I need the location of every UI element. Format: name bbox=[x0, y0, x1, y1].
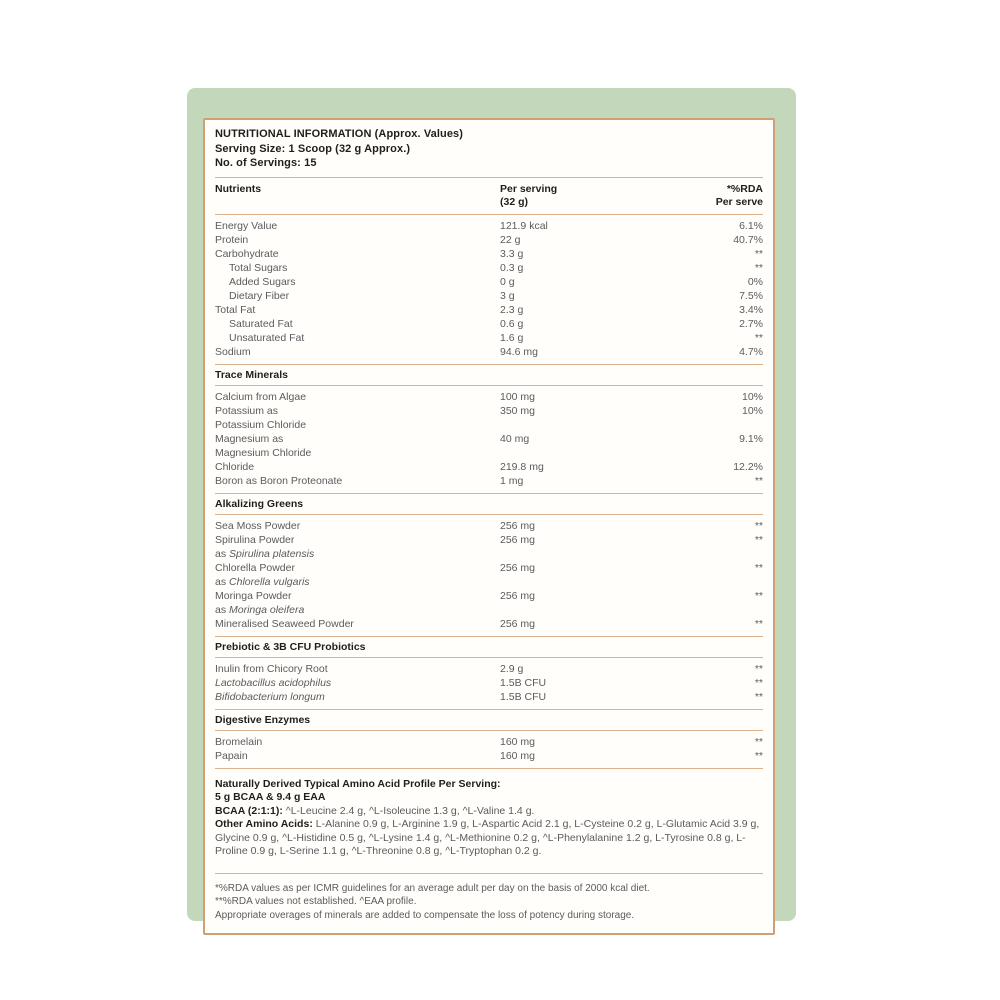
row-label-cell bbox=[215, 460, 500, 474]
row-value: 256 mg bbox=[500, 533, 536, 546]
footnotes bbox=[215, 873, 763, 934]
row-label-species: Chlorella vulgaris bbox=[229, 575, 310, 588]
nutrition-facts-panel bbox=[203, 118, 775, 935]
column-per-serving bbox=[500, 183, 683, 210]
row-value: 2.3 g bbox=[500, 303, 524, 316]
row-rda: 12.2% bbox=[733, 460, 763, 473]
row-label: Total Fat bbox=[215, 303, 256, 316]
row-value: 1 mg bbox=[500, 474, 524, 487]
row-value bbox=[500, 575, 683, 589]
row-value bbox=[500, 547, 683, 561]
row-value: 3.3 g bbox=[500, 247, 524, 260]
row-label: Papain bbox=[215, 749, 248, 762]
row-value: 0.6 g bbox=[500, 317, 524, 330]
nutrient-row bbox=[215, 247, 763, 261]
row-label: Bromelain bbox=[215, 735, 263, 748]
row-value bbox=[500, 446, 683, 460]
nutrient-row bbox=[215, 603, 763, 617]
row-label-species: Moringa oleifera bbox=[229, 603, 305, 616]
other-amino-values: L-Alanine 0.9 g, L-Arginine 1.9 g, L-Aspartic Acid 2.1 g, L-Cysteine 0.2 g, L-Glutamic Acid 3.9 g, Glycine 0.9 g, ^L-Histidine 0.5 g, ^L-Lysine 1.4 g, ^L-Methionine 0.2 g, ^L-Phenylalanine 1.2 g, L-Tyrosine 0.8 g, L-Proline 0.9 g, L-Serine 1.1 g, ^L-Threonine 0.8 g, ^L-Tryptophan 0.2 g. bbox=[215, 818, 760, 857]
row-label: Chlorella Powder bbox=[215, 561, 295, 574]
row-label: Calcium from Algae bbox=[215, 390, 307, 403]
row-value bbox=[500, 603, 683, 617]
row-rda: ** bbox=[754, 533, 763, 546]
row-value: 256 mg bbox=[500, 617, 536, 630]
row-rda: ** bbox=[754, 519, 763, 532]
row-value: 100 mg bbox=[500, 390, 536, 403]
nutrient-row bbox=[215, 749, 763, 763]
nutrient-row bbox=[215, 533, 763, 547]
amino-title: Naturally Derived Typical Amino Acid Profile Per Serving: bbox=[215, 777, 501, 790]
row-value: 0.3 g bbox=[500, 261, 524, 274]
nutrient-row bbox=[215, 390, 763, 404]
row-label-cell bbox=[215, 575, 500, 589]
row-rda: ** bbox=[754, 331, 763, 344]
serving-size: Serving Size: 1 Scoop (32 g Approx.) bbox=[215, 142, 411, 155]
section-rows bbox=[215, 386, 763, 493]
nutrient-row bbox=[215, 404, 763, 418]
row-label: Sodium bbox=[215, 345, 251, 358]
row-label-cell bbox=[215, 219, 500, 233]
row-label-cell bbox=[215, 603, 500, 617]
row-label-cell bbox=[215, 404, 500, 418]
nutrient-row bbox=[215, 589, 763, 603]
row-rda: ** bbox=[754, 676, 763, 689]
row-value: 256 mg bbox=[500, 519, 536, 532]
label-background bbox=[187, 88, 796, 921]
nutrient-sections bbox=[215, 215, 763, 768]
row-value: 1.6 g bbox=[500, 331, 524, 344]
row-value: 256 mg bbox=[500, 589, 536, 602]
row-label-cell bbox=[215, 519, 500, 533]
row-label-species: Spirulina platensis bbox=[229, 547, 315, 560]
row-value: 350 mg bbox=[500, 404, 536, 417]
row-value: 219.8 mg bbox=[500, 460, 544, 473]
section-header: Prebiotic & 3B CFU Probiotics bbox=[215, 636, 763, 658]
nutrient-row bbox=[215, 303, 763, 317]
section-rows bbox=[215, 658, 763, 709]
row-rda: 6.1% bbox=[739, 219, 763, 232]
row-rda: 2.7% bbox=[739, 317, 763, 330]
row-label: Carbohydrate bbox=[215, 247, 279, 260]
column-rda-line1: *%RDA bbox=[726, 182, 763, 195]
column-per-serving-line2: (32 g) bbox=[500, 196, 529, 208]
row-rda: 3.4% bbox=[739, 303, 763, 316]
row-value: 3 g bbox=[500, 289, 515, 302]
bcaa-values: ^L-Leucine 2.4 g, ^L-Isoleucine 1.3 g, ^L-Valine 1.4 g. bbox=[282, 804, 535, 817]
row-label-cell bbox=[215, 446, 500, 460]
row-label: Protein bbox=[215, 233, 249, 246]
row-value: 1.5B CFU bbox=[500, 676, 547, 689]
row-value: 2.9 g bbox=[500, 662, 524, 675]
row-rda bbox=[683, 603, 763, 617]
row-label-cell bbox=[215, 261, 500, 275]
nutrient-row bbox=[215, 547, 763, 561]
row-value: 160 mg bbox=[500, 735, 536, 748]
row-label: Potassium as bbox=[215, 404, 279, 417]
row-label: Sea Moss Powder bbox=[215, 519, 301, 532]
amino-acid-profile bbox=[215, 768, 763, 873]
amino-other-line bbox=[215, 818, 763, 859]
row-value: 121.9 kcal bbox=[500, 219, 548, 232]
nutrient-row bbox=[215, 561, 763, 575]
row-label-cell bbox=[215, 676, 500, 690]
row-label-cell bbox=[215, 233, 500, 247]
amino-bcaa-line bbox=[215, 805, 763, 819]
row-rda: ** bbox=[754, 561, 763, 574]
row-value: 256 mg bbox=[500, 561, 536, 574]
nutrient-row bbox=[215, 519, 763, 533]
column-rda-line2: Per serve bbox=[715, 196, 763, 208]
footnote-line: Appropriate overages of minerals are added to compensate the loss of potency during storage. bbox=[215, 909, 635, 921]
bcaa-label: BCAA (2:1:1): bbox=[215, 804, 283, 817]
row-label-cell bbox=[215, 547, 500, 561]
nutrient-row bbox=[215, 446, 763, 460]
other-amino-label: Other Amino Acids: bbox=[215, 818, 313, 830]
nutrient-row bbox=[215, 317, 763, 331]
nutrient-row bbox=[215, 289, 763, 303]
row-label-cell bbox=[215, 735, 500, 749]
nutrient-row bbox=[215, 690, 763, 704]
row-rda: 0% bbox=[747, 275, 763, 288]
row-rda: 9.1% bbox=[739, 432, 763, 445]
row-label-cell bbox=[215, 474, 500, 488]
row-value bbox=[500, 418, 683, 432]
row-rda: ** bbox=[754, 474, 763, 487]
nutrient-row bbox=[215, 261, 763, 275]
row-rda: 10% bbox=[741, 390, 763, 403]
nutrient-row bbox=[215, 345, 763, 359]
row-label-cell bbox=[215, 289, 500, 303]
row-value: 0 g bbox=[500, 275, 515, 288]
footnote-line: *%RDA values as per ICMR guidelines for an average adult per day on the basis of 2000 kcal diet. bbox=[215, 882, 650, 894]
row-label: Magnesium as bbox=[215, 432, 284, 445]
nutrient-row bbox=[215, 460, 763, 474]
row-label-cell bbox=[215, 317, 500, 331]
row-rda bbox=[683, 446, 763, 460]
nutrient-row bbox=[215, 233, 763, 247]
column-header-row bbox=[215, 177, 763, 215]
column-rda bbox=[683, 183, 763, 210]
row-label: as bbox=[215, 603, 230, 616]
row-rda: ** bbox=[754, 690, 763, 703]
row-label-cell bbox=[215, 533, 500, 547]
row-label-cell bbox=[215, 345, 500, 359]
row-label: Added Sugars bbox=[229, 275, 296, 288]
row-label-cell bbox=[215, 561, 500, 575]
nutrient-row bbox=[215, 474, 763, 488]
row-value: 40 mg bbox=[500, 432, 530, 445]
row-label-cell bbox=[215, 331, 500, 345]
row-rda bbox=[683, 418, 763, 432]
row-label: Boron as Boron Proteonate bbox=[215, 474, 343, 487]
nutrient-row bbox=[215, 219, 763, 233]
row-rda: 10% bbox=[741, 404, 763, 417]
nutrient-row bbox=[215, 735, 763, 749]
row-label: Energy Value bbox=[215, 219, 278, 232]
row-label-cell bbox=[215, 275, 500, 289]
section-header: Alkalizing Greens bbox=[215, 493, 763, 515]
column-nutrients: Nutrients bbox=[215, 182, 262, 195]
row-rda: ** bbox=[754, 749, 763, 762]
row-label-cell bbox=[215, 589, 500, 603]
row-rda bbox=[683, 575, 763, 589]
nutrient-row bbox=[215, 676, 763, 690]
row-rda: ** bbox=[754, 247, 763, 260]
nutrient-row bbox=[215, 331, 763, 345]
row-value: 1.5B CFU bbox=[500, 690, 547, 703]
row-label-cell bbox=[215, 432, 500, 446]
row-rda: ** bbox=[754, 589, 763, 602]
row-label: Bifidobacterium longum bbox=[215, 690, 325, 703]
row-label-cell bbox=[215, 418, 500, 432]
row-label: Dietary Fiber bbox=[229, 289, 290, 302]
amino-summary: 5 g BCAA & 9.4 g EAA bbox=[215, 791, 326, 803]
row-label-cell bbox=[215, 617, 500, 631]
row-label: Inulin from Chicory Root bbox=[215, 662, 328, 675]
row-rda: ** bbox=[754, 261, 763, 274]
row-label: Mineralised Seaweed Powder bbox=[215, 617, 354, 630]
column-per-serving-line1: Per serving bbox=[500, 182, 558, 195]
row-label: Potassium Chloride bbox=[215, 418, 307, 431]
servings-count: No. of Servings: 15 bbox=[215, 157, 317, 169]
row-label: Saturated Fat bbox=[229, 317, 293, 330]
row-rda bbox=[683, 547, 763, 561]
section-rows bbox=[215, 215, 763, 364]
row-label: as bbox=[215, 547, 230, 560]
row-label: Spirulina Powder bbox=[215, 533, 295, 546]
row-label: Unsaturated Fat bbox=[229, 331, 305, 344]
row-rda: 7.5% bbox=[739, 289, 763, 302]
row-rda: 40.7% bbox=[733, 233, 763, 246]
nutrient-row bbox=[215, 662, 763, 676]
row-rda: 4.7% bbox=[739, 345, 763, 358]
row-rda: ** bbox=[754, 662, 763, 675]
row-value: 160 mg bbox=[500, 749, 536, 762]
row-label: Chloride bbox=[215, 460, 255, 473]
nutrient-row bbox=[215, 418, 763, 432]
row-label-cell bbox=[215, 303, 500, 317]
nutrient-row bbox=[215, 575, 763, 589]
section-rows bbox=[215, 731, 763, 768]
row-label: Moringa Powder bbox=[215, 589, 292, 602]
row-label-cell bbox=[215, 390, 500, 404]
section-header: Digestive Enzymes bbox=[215, 709, 763, 731]
nutrient-row bbox=[215, 275, 763, 289]
row-label: as bbox=[215, 575, 230, 588]
row-value: 22 g bbox=[500, 233, 521, 246]
footnote-line: **%RDA values not established. ^EAA profile. bbox=[215, 896, 417, 907]
row-value: 94.6 mg bbox=[500, 345, 538, 358]
row-label-cell bbox=[215, 690, 500, 704]
section-header: Trace Minerals bbox=[215, 364, 763, 386]
row-label: Total Sugars bbox=[229, 261, 288, 274]
panel-title: NUTRITIONAL INFORMATION (Approx. Values) bbox=[215, 128, 464, 140]
row-rda: ** bbox=[754, 617, 763, 630]
row-label: Magnesium Chloride bbox=[215, 446, 312, 459]
row-label: Lactobacillus acidophilus bbox=[215, 676, 332, 689]
row-label-cell bbox=[215, 662, 500, 676]
row-label-cell bbox=[215, 247, 500, 261]
row-label-cell bbox=[215, 749, 500, 763]
row-rda: ** bbox=[754, 735, 763, 748]
section-rows bbox=[215, 515, 763, 636]
panel-header bbox=[215, 120, 763, 177]
nutrient-row bbox=[215, 432, 763, 446]
nutrient-row bbox=[215, 617, 763, 631]
